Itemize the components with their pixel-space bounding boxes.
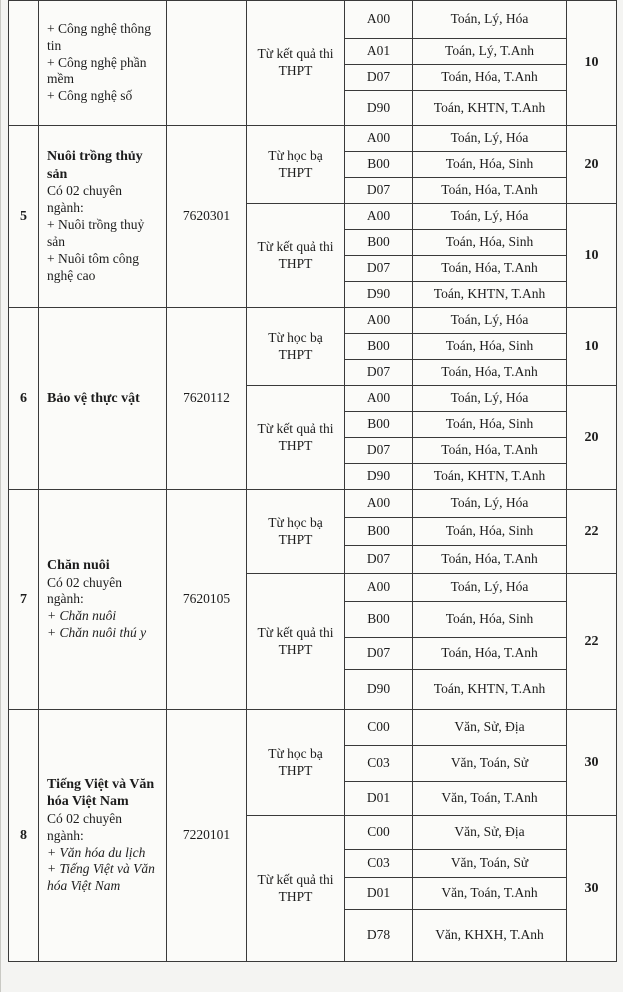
- stt-cell: 6: [9, 308, 39, 490]
- combo-subjects-cell: Toán, Hóa, Sinh: [413, 152, 567, 178]
- combo-code-cell: B00: [345, 230, 413, 256]
- combo-code-cell: A00: [345, 386, 413, 412]
- program-name-cell: [39, 308, 167, 490]
- combo-code-cell: D07: [345, 65, 413, 91]
- combo-subjects-cell: Toán, Hóa, T.Anh: [413, 178, 567, 204]
- combo-code-cell: D01: [345, 782, 413, 816]
- combo-code-cell: A00: [345, 490, 413, 518]
- quota-cell: 30: [567, 710, 617, 816]
- combo-code-cell: D78: [345, 910, 413, 962]
- program-line: + Nuôi tôm công nghệ cao: [47, 250, 139, 283]
- program-code-cell: 7620112: [167, 308, 247, 490]
- program-code-cell: [167, 1, 247, 126]
- combo-code-cell: C00: [345, 816, 413, 850]
- combo-code-cell: D07: [345, 638, 413, 670]
- combo-subjects-cell: Văn, KHXH, T.Anh: [413, 910, 567, 962]
- combo-code-cell: B00: [345, 412, 413, 438]
- method-cell: Từ học bạ THPT: [247, 490, 345, 574]
- method-cell: Từ kết quả thi THPT: [247, 204, 345, 308]
- combo-code-cell: A00: [345, 204, 413, 230]
- program-title: Nuôi trồng thủy sản: [47, 149, 143, 182]
- program-line: + Công nghệ phần mềm: [47, 54, 147, 87]
- stt-cell: 5: [9, 126, 39, 308]
- table-row: [9, 710, 617, 746]
- quota-cell: 10: [567, 1, 617, 126]
- method-cell: Từ kết quả thi THPT: [247, 386, 345, 490]
- combo-subjects-cell: Toán, Hóa, T.Anh: [413, 546, 567, 574]
- program-name-cell: [39, 490, 167, 710]
- admission-quota-table: [8, 0, 617, 962]
- combo-subjects-cell: Toán, Lý, Hóa: [413, 574, 567, 602]
- quota-cell: 30: [567, 816, 617, 962]
- program-line: + Nuôi trồng thuỷ sản: [47, 217, 145, 249]
- combo-subjects-cell: Toán, Hóa, Sinh: [413, 230, 567, 256]
- quota-cell: 10: [567, 308, 617, 386]
- program-name-cell: [39, 710, 167, 962]
- combo-code-cell: B00: [345, 334, 413, 360]
- table-row: [9, 126, 617, 152]
- combo-subjects-cell: Văn, Sử, Địa: [413, 710, 567, 746]
- combo-code-cell: A01: [345, 39, 413, 65]
- method-cell: Từ học bạ THPT: [247, 126, 345, 204]
- combo-code-cell: B00: [345, 152, 413, 178]
- combo-subjects-cell: Toán, Lý, Hóa: [413, 490, 567, 518]
- program-line: + Công nghệ số: [47, 88, 133, 104]
- combo-subjects-cell: Toán, Hóa, T.Anh: [413, 438, 567, 464]
- program-line-italic: + Chăn nuôi thú y: [47, 625, 147, 641]
- quota-cell: 20: [567, 386, 617, 490]
- program-code-cell: 7220101: [167, 710, 247, 962]
- stt-cell: 8: [9, 710, 39, 962]
- combo-code-cell: B00: [345, 602, 413, 638]
- program-line: Có 02 chuyên ngành:: [47, 574, 122, 607]
- quota-cell: 22: [567, 574, 617, 710]
- combo-code-cell: B00: [345, 518, 413, 546]
- method-cell: Từ học bạ THPT: [247, 710, 345, 816]
- combo-code-cell: D07: [345, 360, 413, 386]
- combo-code-cell: D07: [345, 438, 413, 464]
- combo-code-cell: D07: [345, 256, 413, 282]
- combo-subjects-cell: Văn, Toán, Sử: [413, 746, 567, 782]
- combo-code-cell: C03: [345, 850, 413, 878]
- program-title: Chăn nuôi: [47, 558, 110, 573]
- stt-cell: [9, 1, 39, 126]
- program-code-cell: 7620301: [167, 126, 247, 308]
- combo-subjects-cell: Toán, KHTN, T.Anh: [413, 282, 567, 308]
- program-line: + Công nghệ thông tin: [47, 20, 151, 53]
- method-cell: Từ học bạ THPT: [247, 308, 345, 386]
- combo-code-cell: A00: [345, 126, 413, 152]
- combo-code-cell: D90: [345, 464, 413, 490]
- combo-code-cell: D07: [345, 178, 413, 204]
- combo-subjects-cell: Văn, Toán, Sử: [413, 850, 567, 878]
- combo-subjects-cell: Toán, Hóa, Sinh: [413, 412, 567, 438]
- program-line-italic: + Tiếng Việt và Văn hóa Việt Nam: [47, 861, 155, 894]
- combo-code-cell: D90: [345, 670, 413, 710]
- table-row: [9, 1, 617, 39]
- program-name-cell: [39, 126, 167, 308]
- combo-subjects-cell: Toán, Lý, Hóa: [413, 126, 567, 152]
- combo-code-cell: A00: [345, 574, 413, 602]
- combo-code-cell: C00: [345, 710, 413, 746]
- combo-subjects-cell: Toán, Lý, Hóa: [413, 386, 567, 412]
- combo-subjects-cell: Toán, Hóa, T.Anh: [413, 360, 567, 386]
- combo-subjects-cell: Toán, Hóa, Sinh: [413, 518, 567, 546]
- combo-subjects-cell: Toán, Lý, Hóa: [413, 308, 567, 334]
- program-line-italic: + Chăn nuôi: [47, 608, 117, 624]
- program-name-cell: [39, 1, 167, 126]
- combo-subjects-cell: Toán, Lý, Hóa: [413, 1, 567, 39]
- combo-code-cell: D90: [345, 91, 413, 126]
- program-line-italic: + Văn hóa du lịch: [47, 844, 146, 860]
- program-line: Có 02 chuyên ngành:: [47, 810, 122, 843]
- combo-subjects-cell: Văn, Toán, T.Anh: [413, 878, 567, 910]
- combo-subjects-cell: Toán, Hóa, T.Anh: [413, 638, 567, 670]
- program-line: Có 02 chuyên ngành:: [47, 183, 122, 216]
- combo-code-cell: D07: [345, 546, 413, 574]
- combo-subjects-cell: Toán, Lý, Hóa: [413, 204, 567, 230]
- combo-subjects-cell: Văn, Sử, Địa: [413, 816, 567, 850]
- combo-code-cell: A00: [345, 308, 413, 334]
- quota-cell: 10: [567, 204, 617, 308]
- program-title: Tiếng Việt và Văn hóa Việt Nam: [47, 776, 155, 810]
- method-cell: Từ kết quả thi THPT: [247, 816, 345, 962]
- program-code-cell: 7620105: [167, 490, 247, 710]
- combo-subjects-cell: Toán, Hóa, Sinh: [413, 602, 567, 638]
- quota-cell: 20: [567, 126, 617, 204]
- method-cell: Từ kết quả thi THPT: [247, 1, 345, 126]
- quota-cell: 22: [567, 490, 617, 574]
- page-edge-line: [0, 0, 1, 992]
- combo-subjects-cell: Toán, KHTN, T.Anh: [413, 670, 567, 710]
- combo-subjects-cell: Toán, KHTN, T.Anh: [413, 464, 567, 490]
- combo-subjects-cell: Toán, KHTN, T.Anh: [413, 91, 567, 126]
- method-cell: Từ kết quả thi THPT: [247, 574, 345, 710]
- combo-subjects-cell: Toán, Lý, T.Anh: [413, 39, 567, 65]
- combo-code-cell: A00: [345, 1, 413, 39]
- combo-code-cell: D90: [345, 282, 413, 308]
- combo-subjects-cell: Toán, Hóa, T.Anh: [413, 256, 567, 282]
- table-row: [9, 490, 617, 518]
- combo-subjects-cell: Văn, Toán, T.Anh: [413, 782, 567, 816]
- combo-subjects-cell: Toán, Hóa, Sinh: [413, 334, 567, 360]
- combo-code-cell: C03: [345, 746, 413, 782]
- program-title: Bảo vệ thực vật: [47, 390, 140, 406]
- stt-cell: 7: [9, 490, 39, 710]
- table-row: [9, 308, 617, 334]
- combo-subjects-cell: Toán, Hóa, T.Anh: [413, 65, 567, 91]
- combo-code-cell: D01: [345, 878, 413, 910]
